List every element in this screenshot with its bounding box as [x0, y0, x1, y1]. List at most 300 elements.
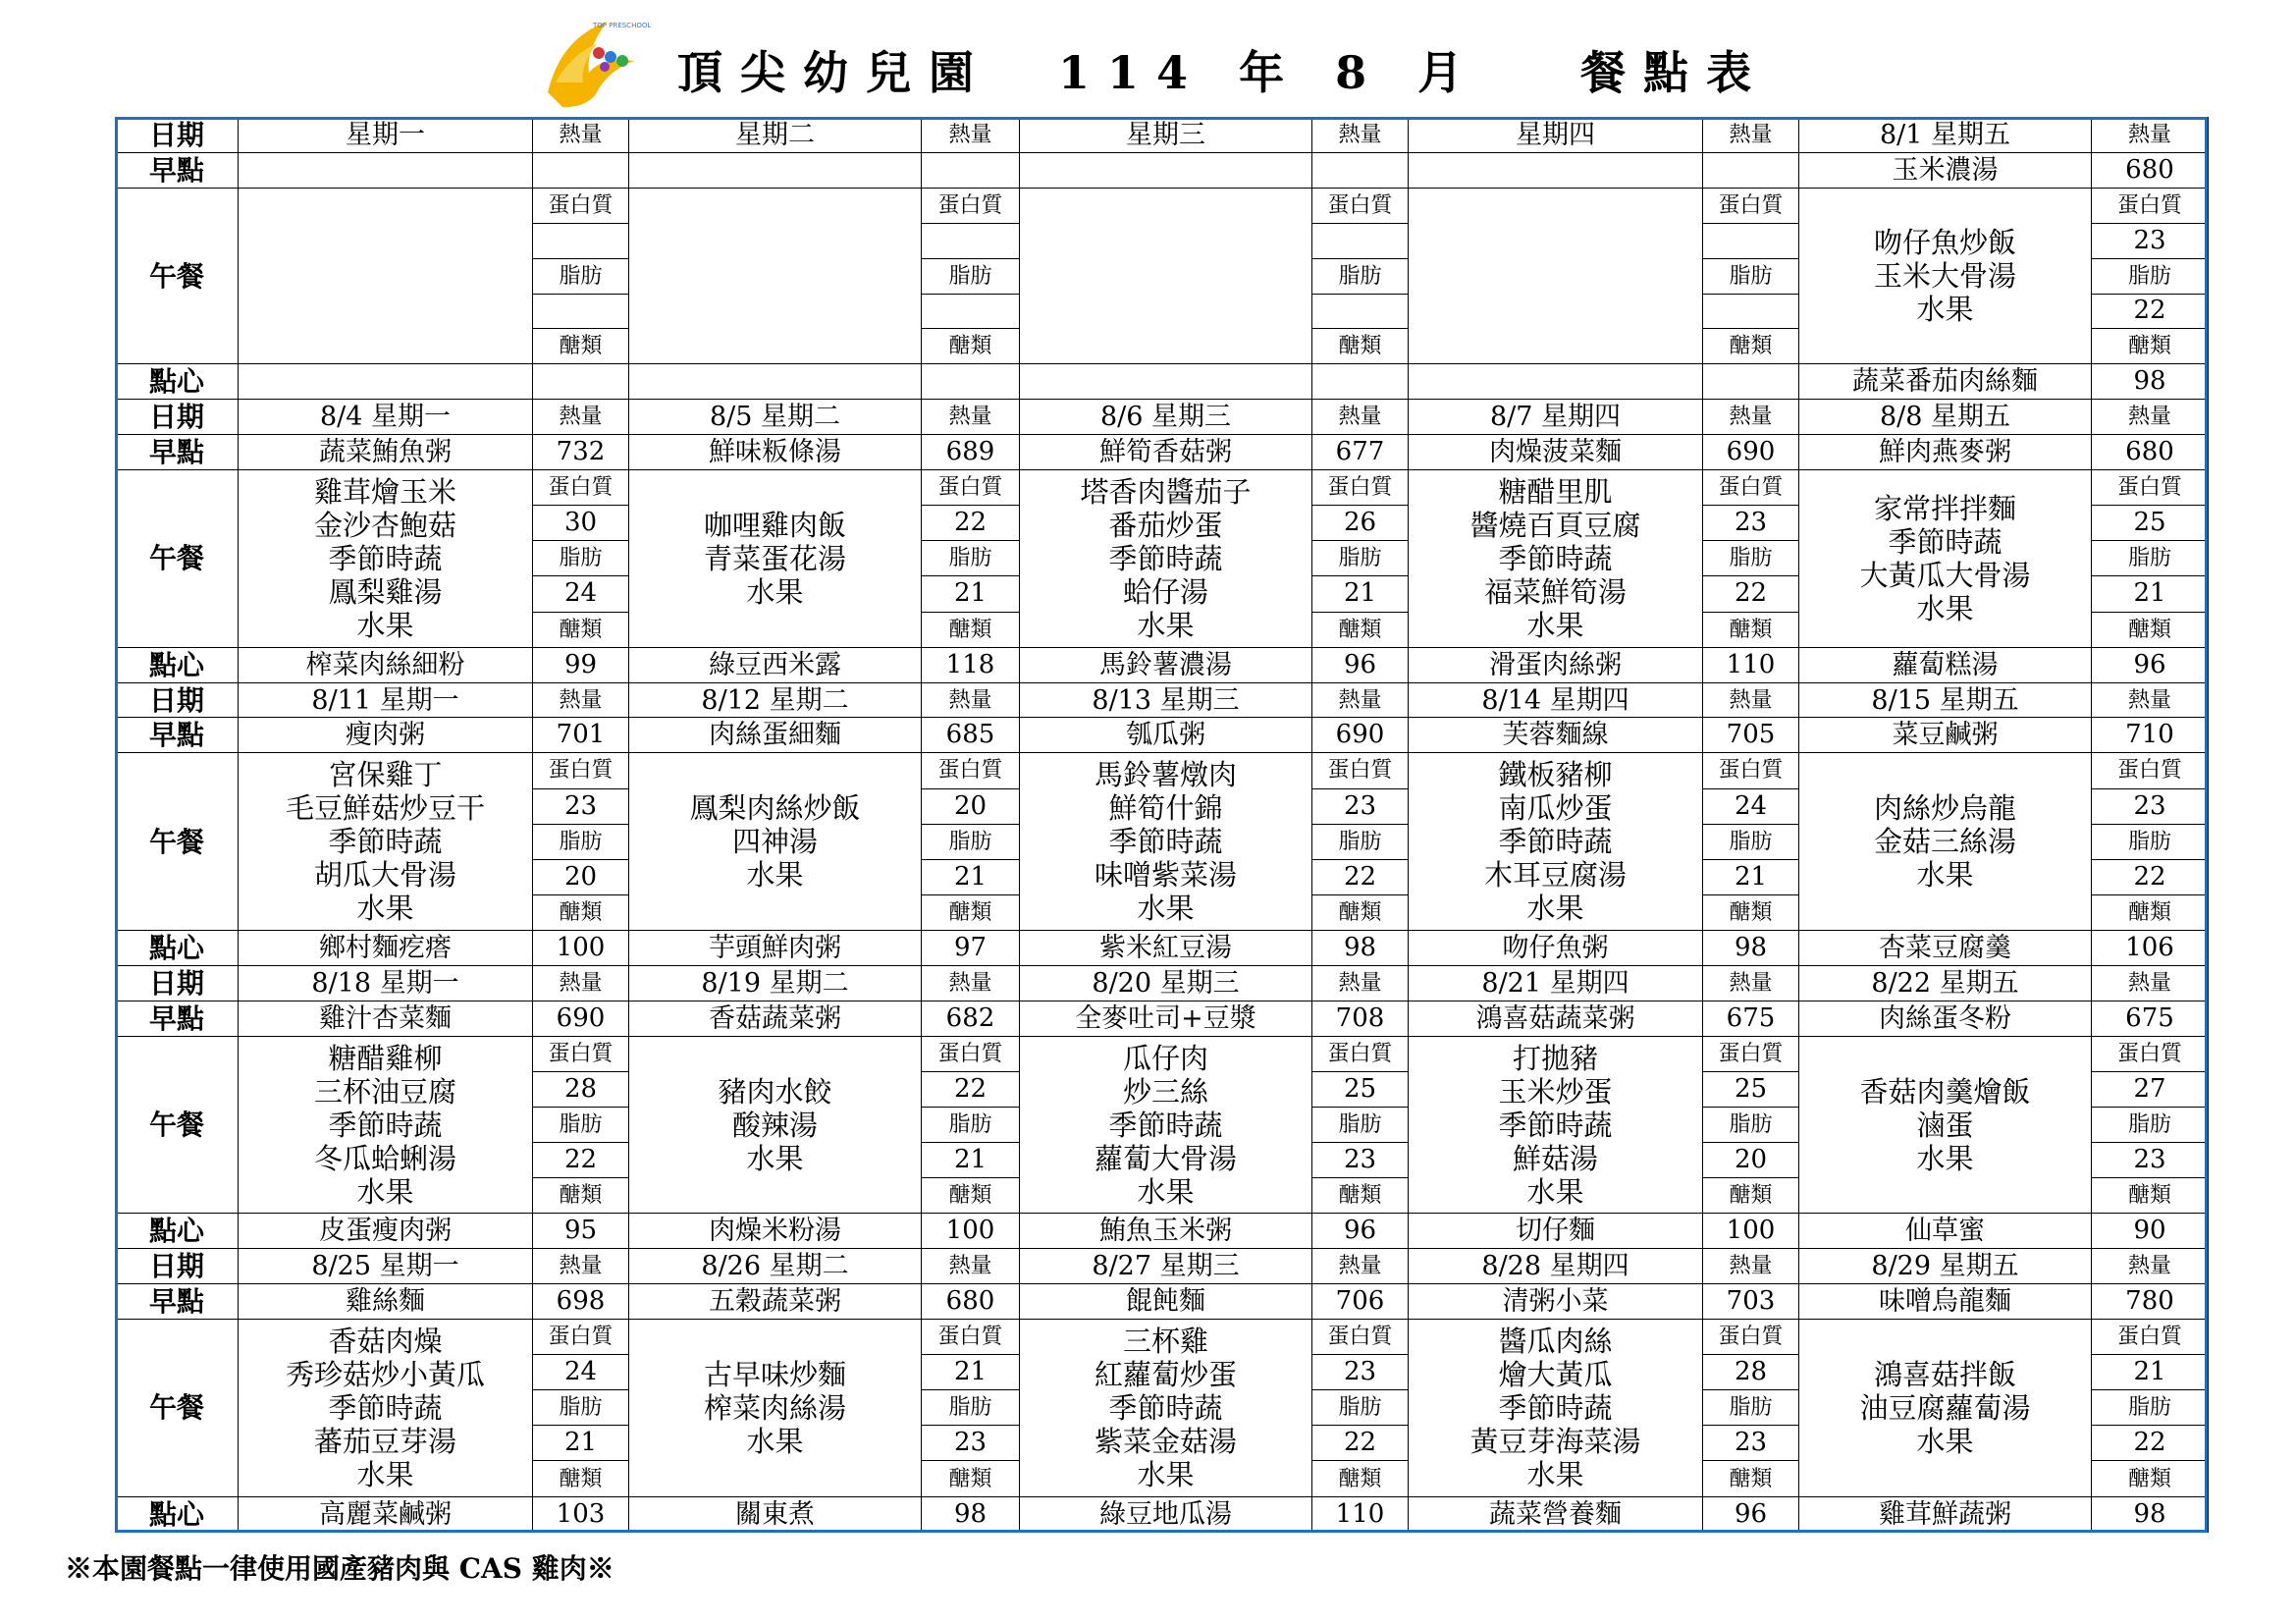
- fat-label: 脂肪: [1312, 258, 1409, 294]
- fat-label: 脂肪: [922, 1107, 1020, 1142]
- breakfast-kcal: 703: [1703, 1284, 1799, 1320]
- phoenix-logo-icon: [538, 14, 652, 114]
- carbs-label: 醣類: [533, 1178, 629, 1214]
- breakfast-item: [239, 152, 533, 188]
- lunch-dish: 醬燒百頁豆腐: [1469, 508, 1641, 542]
- kcal-label: 熱量: [533, 400, 629, 435]
- breakfast-kcal: 732: [533, 435, 629, 470]
- footer-note: ※本園餐點一律使用國產豬肉與 CAS 雞肉※: [65, 1552, 614, 1585]
- snack-kcal: 98: [922, 1496, 1020, 1532]
- snack-kcal: 99: [533, 647, 629, 682]
- date-row: [116, 400, 2209, 435]
- lunch-dish: 季節時蔬: [328, 825, 443, 859]
- kcal-label: 熱量: [1703, 1249, 1799, 1284]
- lunch-menu: [239, 1036, 533, 1214]
- lunch-dish: 水果: [1137, 892, 1195, 926]
- protein-value: 30: [533, 506, 629, 541]
- kcal-label: 熱量: [922, 118, 1020, 153]
- breakfast-kcal: 705: [1703, 718, 1799, 753]
- lunch-menu: [629, 1036, 922, 1214]
- lunch-dish: 糖醋里肌: [1498, 474, 1613, 509]
- day-date: 8/6 星期三: [1020, 400, 1312, 435]
- snack-item: 仙草蜜: [1799, 1214, 2092, 1249]
- breakfast-item: 肉燥菠菜麵: [1409, 435, 1703, 470]
- snack-kcal: 96: [2092, 647, 2209, 682]
- protein-label: 蛋白質: [1312, 188, 1409, 223]
- protein-label: 蛋白質: [533, 188, 629, 223]
- breakfast-kcal: 675: [2092, 1001, 2209, 1036]
- lunch-menu: [1409, 753, 1703, 931]
- day-date: 星期二: [629, 118, 922, 153]
- day-date: 8/13 星期三: [1020, 682, 1312, 718]
- protein-label: 蛋白質: [2092, 470, 2209, 506]
- fat-value: 22: [2092, 859, 2209, 894]
- protein-label: 蛋白質: [2092, 188, 2209, 223]
- row-label-date: 日期: [116, 1249, 239, 1284]
- protein-value: 24: [1703, 788, 1799, 824]
- protein-label: 蛋白質: [1703, 1320, 1799, 1355]
- meal-schedule-table: [115, 117, 2209, 1533]
- fat-label: 脂肪: [533, 1107, 629, 1142]
- snack-item: 吻仔魚粥: [1409, 931, 1703, 966]
- carbs-label: 醣類: [2092, 1178, 2209, 1214]
- lunch-dish: 鳳梨肉絲炒飯: [689, 791, 861, 826]
- row-label-snack: 點心: [116, 1214, 239, 1249]
- row-label-snack: 點心: [116, 1496, 239, 1532]
- row-label-lunch: 午餐: [116, 1036, 239, 1214]
- row-label-snack: 點心: [116, 931, 239, 966]
- lunch-dish: 吻仔魚炒飯: [1873, 226, 2016, 260]
- fat-label: 脂肪: [2092, 1390, 2209, 1426]
- snack-item: 肉燥米粉湯: [629, 1214, 922, 1249]
- lunch-dish: 四神湯: [731, 825, 818, 859]
- fat-label: 脂肪: [1312, 824, 1409, 859]
- lunch-dish: 水果: [1916, 1424, 1974, 1458]
- protein-value: 21: [2092, 1355, 2209, 1390]
- day-date: 星期一: [239, 118, 533, 153]
- day-date: 8/27 星期三: [1020, 1249, 1312, 1284]
- row-label-breakfast: 早點: [116, 1284, 239, 1320]
- snack-kcal: 98: [2092, 364, 2209, 400]
- breakfast-item: 菜豆鹹粥: [1799, 718, 2092, 753]
- protein-value: 26: [1312, 506, 1409, 541]
- protein-value: 25: [1312, 1071, 1409, 1107]
- lunch-dish: 季節時蔬: [1108, 1390, 1223, 1425]
- lunch-menu: [1409, 1320, 1703, 1497]
- snack-kcal: [922, 364, 1020, 400]
- snack-kcal: 110: [1312, 1496, 1409, 1532]
- carbs-label: 醣類: [2092, 612, 2209, 647]
- breakfast-kcal: 690: [533, 1001, 629, 1036]
- protein-value: 23: [1312, 1355, 1409, 1390]
- lunch-dish: 毛豆鮮菇炒豆干: [285, 791, 485, 826]
- lunch-dish: 油豆腐蘿蔔湯: [1859, 1390, 2031, 1425]
- snack-kcal: 98: [1312, 931, 1409, 966]
- breakfast-row: [116, 1001, 2209, 1036]
- snack-item: [1409, 364, 1703, 400]
- lunch-dish: 紅蘿蔔炒蛋: [1094, 1357, 1237, 1391]
- carbs-label: 醣類: [533, 1461, 629, 1496]
- snack-item: 紫米紅豆湯: [1020, 931, 1312, 966]
- protein-value: 21: [922, 1355, 1020, 1390]
- breakfast-item: 五穀蔬菜粥: [629, 1284, 922, 1320]
- protein-value: 28: [533, 1071, 629, 1107]
- snack-kcal: 118: [922, 647, 1020, 682]
- lunch-menu: [1799, 1036, 2092, 1214]
- breakfast-kcal: 682: [922, 1001, 1020, 1036]
- protein-label: 蛋白質: [1703, 470, 1799, 506]
- lunch-menu: [1799, 753, 2092, 931]
- lunch-dish: 水果: [356, 892, 414, 926]
- lunch-dish: 番茄炒蛋: [1108, 508, 1223, 542]
- fat-value: 21: [922, 576, 1020, 612]
- kcal-label: 熱量: [922, 1249, 1020, 1284]
- row-label-breakfast: 早點: [116, 435, 239, 470]
- lunch-menu: [1799, 1320, 2092, 1497]
- carbs-label: 醣類: [1703, 1178, 1799, 1214]
- lunch-dish: 水果: [1137, 1174, 1195, 1209]
- carbs-label: 醣類: [922, 329, 1020, 364]
- lunch-dish: 蘿蔔大骨湯: [1094, 1141, 1237, 1175]
- lunch-menu: [1799, 470, 2092, 648]
- lunch-dish: 鮮筍什錦: [1108, 791, 1223, 826]
- breakfast-item: 餛飩麵: [1020, 1284, 1312, 1320]
- carbs-label: 醣類: [1703, 1461, 1799, 1496]
- kcal-label: 熱量: [1312, 682, 1409, 718]
- lunch-dish: 水果: [1526, 892, 1584, 926]
- lunch-row: [116, 1036, 2209, 1071]
- snack-item: 滑蛋肉絲粥: [1409, 647, 1703, 682]
- fat-value: 23: [2092, 1143, 2209, 1178]
- breakfast-item: 瘦肉粥: [239, 718, 533, 753]
- lunch-dish: 雞茸燴玉米: [313, 474, 456, 509]
- day-date: 8/29 星期五: [1799, 1249, 2092, 1284]
- protein-label: 蛋白質: [533, 1320, 629, 1355]
- snack-item: 芋頭鮮肉粥: [629, 931, 922, 966]
- snack-item: 高麗菜鹹粥: [239, 1496, 533, 1532]
- breakfast-item: 鮮筍香菇粥: [1020, 435, 1312, 470]
- snack-item: 關東煮: [629, 1496, 922, 1532]
- date-row: [116, 118, 2209, 153]
- day-date: 8/28 星期四: [1409, 1249, 1703, 1284]
- fat-label: 脂肪: [922, 258, 1020, 294]
- protein-label: 蛋白質: [533, 1036, 629, 1071]
- lunch-dish: 木耳豆腐湯: [1483, 858, 1627, 893]
- snack-item: 雞茸鮮蔬粥: [1799, 1496, 2092, 1532]
- snack-item: 鄉村麵疙瘩: [239, 931, 533, 966]
- lunch-dish: 季節時蔬: [1498, 541, 1613, 575]
- protein-value: 25: [1703, 1071, 1799, 1107]
- fat-label: 脂肪: [1703, 1390, 1799, 1426]
- carbs-label: 醣類: [922, 1178, 1020, 1214]
- protein-value: 25: [2092, 506, 2209, 541]
- snack-row: [116, 931, 2209, 966]
- fat-value: 20: [533, 859, 629, 894]
- breakfast-kcal: 675: [1703, 1001, 1799, 1036]
- lunch-dish: 水果: [746, 1424, 804, 1458]
- carbs-label: 醣類: [1703, 612, 1799, 647]
- lunch-menu: [1409, 188, 1703, 364]
- day-date: 8/8 星期五: [1799, 400, 2092, 435]
- carbs-label: 醣類: [1703, 894, 1799, 930]
- svg-text:TOP PRESCHOOL: TOP PRESCHOOL: [593, 22, 652, 29]
- fat-label: 脂肪: [533, 541, 629, 576]
- lunch-dish: 水果: [746, 1141, 804, 1175]
- snack-item: 馬鈴薯濃湯: [1020, 647, 1312, 682]
- date-row: [116, 965, 2209, 1001]
- lunch-dish: 金沙杏鮑菇: [313, 508, 456, 542]
- lunch-dish: 青菜蛋花湯: [703, 541, 846, 575]
- carbs-label: 醣類: [1312, 1461, 1409, 1496]
- fat-label: 脂肪: [922, 541, 1020, 576]
- carbs-label: 醣類: [1312, 894, 1409, 930]
- fat-label: 脂肪: [533, 258, 629, 294]
- fat-value: 23: [1312, 1143, 1409, 1178]
- lunch-dish: 水果: [356, 1174, 414, 1209]
- fat-value: 20: [1703, 1143, 1799, 1178]
- carbs-label: 醣類: [1703, 329, 1799, 364]
- lunch-dish: 福菜鮮筍湯: [1483, 574, 1627, 609]
- breakfast-kcal: [1312, 152, 1409, 188]
- breakfast-kcal: [922, 152, 1020, 188]
- breakfast-row: [116, 718, 2209, 753]
- snack-kcal: [533, 364, 629, 400]
- breakfast-kcal: 677: [1312, 435, 1409, 470]
- lunch-dish: 鮮菇湯: [1512, 1141, 1598, 1175]
- day-date: 8/14 星期四: [1409, 682, 1703, 718]
- fat-value: 24: [533, 576, 629, 612]
- fat-label: 脂肪: [2092, 1107, 2209, 1142]
- carbs-label: 醣類: [2092, 894, 2209, 930]
- lunch-dish: 古早味炒麵: [703, 1357, 846, 1391]
- carbs-label: 醣類: [922, 1461, 1020, 1496]
- day-date: 8/26 星期二: [629, 1249, 922, 1284]
- lunch-dish: 季節時蔬: [1108, 541, 1223, 575]
- lunch-dish: 水果: [1137, 1457, 1195, 1491]
- snack-kcal: 106: [2092, 931, 2209, 966]
- snack-item: 杏菜豆腐羹: [1799, 931, 2092, 966]
- protein-label: 蛋白質: [533, 470, 629, 506]
- lunch-dish: 玉米炒蛋: [1498, 1074, 1613, 1109]
- row-label-breakfast: 早點: [116, 152, 239, 188]
- lunch-dish: 滷蛋: [1916, 1108, 1974, 1142]
- day-date: 8/25 星期一: [239, 1249, 533, 1284]
- breakfast-item: 清粥小菜: [1409, 1284, 1703, 1320]
- breakfast-kcal: 706: [1312, 1284, 1409, 1320]
- breakfast-item: [1409, 152, 1703, 188]
- fat-label: 脂肪: [1312, 1390, 1409, 1426]
- lunch-dish: 水果: [1916, 293, 1974, 327]
- fat-value: 22: [1312, 859, 1409, 894]
- fat-label: 脂肪: [922, 1390, 1020, 1426]
- row-label-date: 日期: [116, 118, 239, 153]
- kcal-label: 熱量: [1312, 965, 1409, 1001]
- lunch-dish: 打拋豬: [1512, 1041, 1598, 1075]
- lunch-menu: [1799, 188, 2092, 364]
- lunch-dish: 水果: [746, 574, 804, 609]
- breakfast-item: 鴻喜菇蔬菜粥: [1409, 1001, 1703, 1036]
- protein-label: 蛋白質: [922, 188, 1020, 223]
- fat-value: 22: [533, 1143, 629, 1178]
- protein-label: 蛋白質: [1312, 1036, 1409, 1071]
- snack-row: [116, 364, 2209, 400]
- lunch-menu: [1020, 753, 1312, 931]
- lunch-menu: [629, 1320, 922, 1497]
- fat-label: 脂肪: [1703, 541, 1799, 576]
- day-date: 8/15 星期五: [1799, 682, 2092, 718]
- protein-value: [922, 223, 1020, 258]
- lunch-dish: 三杯油豆腐: [313, 1074, 456, 1109]
- lunch-menu: [1409, 470, 1703, 648]
- breakfast-kcal: 680: [2092, 152, 2209, 188]
- protein-label: 蛋白質: [922, 1320, 1020, 1355]
- carbs-label: 醣類: [533, 612, 629, 647]
- kcal-label: 熱量: [1703, 118, 1799, 153]
- row-label-breakfast: 早點: [116, 1001, 239, 1036]
- date-row: [116, 682, 2209, 718]
- breakfast-kcal: 698: [533, 1284, 629, 1320]
- lunch-dish: 酸辣湯: [731, 1108, 818, 1142]
- protein-value: 23: [533, 788, 629, 824]
- breakfast-kcal: 690: [1703, 435, 1799, 470]
- breakfast-item: 鮮味粄條湯: [629, 435, 922, 470]
- snack-row: [116, 1496, 2209, 1532]
- fat-value: [1312, 294, 1409, 329]
- breakfast-kcal: 710: [2092, 718, 2209, 753]
- lunch-row: [116, 188, 2209, 223]
- lunch-dish: 水果: [356, 1457, 414, 1491]
- snack-item: 綠豆地瓜湯: [1020, 1496, 1312, 1532]
- fat-label: 脂肪: [2092, 258, 2209, 294]
- fat-value: 23: [1703, 1426, 1799, 1461]
- protein-label: 蛋白質: [1312, 753, 1409, 788]
- row-label-date: 日期: [116, 400, 239, 435]
- lunch-menu: [1409, 1036, 1703, 1214]
- snack-item: 切仔麵: [1409, 1214, 1703, 1249]
- kcal-label: 熱量: [1312, 118, 1409, 153]
- protein-value: [533, 223, 629, 258]
- snack-kcal: 95: [533, 1214, 629, 1249]
- lunch-menu: [239, 1320, 533, 1497]
- lunch-dish: 蛤仔湯: [1122, 574, 1208, 609]
- day-date: 8/18 星期一: [239, 965, 533, 1001]
- day-date: 8/22 星期五: [1799, 965, 2092, 1001]
- lunch-dish: 季節時蔬: [1498, 1390, 1613, 1425]
- breakfast-kcal: 680: [2092, 435, 2209, 470]
- lunch-dish: 水果: [746, 858, 804, 893]
- kcal-label: 熱量: [533, 965, 629, 1001]
- lunch-dish: 水果: [1526, 608, 1584, 642]
- fat-label: 脂肪: [1312, 541, 1409, 576]
- carbs-label: 醣類: [2092, 329, 2209, 364]
- snack-item: 綠豆西米露: [629, 647, 922, 682]
- breakfast-item: 玉米濃湯: [1799, 152, 2092, 188]
- breakfast-item: 肉絲蛋冬粉: [1799, 1001, 2092, 1036]
- day-date: 8/11 星期一: [239, 682, 533, 718]
- lunch-dish: 家常拌拌麵: [1873, 491, 2016, 525]
- fat-label: 脂肪: [2092, 824, 2209, 859]
- snack-row: [116, 1214, 2209, 1249]
- protein-value: 23: [2092, 788, 2209, 824]
- breakfast-item: 瓠瓜粥: [1020, 718, 1312, 753]
- school-logo: [538, 14, 652, 114]
- date-row: [116, 1249, 2209, 1284]
- lunch-dish: 榨菜肉絲湯: [703, 1390, 846, 1425]
- protein-value: 20: [922, 788, 1020, 824]
- lunch-row: [116, 753, 2209, 788]
- lunch-dish: 醬瓜肉絲: [1498, 1324, 1613, 1358]
- kcal-label: 熱量: [2092, 1249, 2209, 1284]
- snack-kcal: [1703, 364, 1799, 400]
- fat-label: 脂肪: [533, 824, 629, 859]
- lunch-dish: 季節時蔬: [1498, 825, 1613, 859]
- lunch-dish: 香菇肉燥: [328, 1324, 443, 1358]
- breakfast-item: [629, 152, 922, 188]
- kcal-label: 熱量: [2092, 400, 2209, 435]
- day-date: 8/21 星期四: [1409, 965, 1703, 1001]
- row-label-breakfast: 早點: [116, 718, 239, 753]
- snack-item: 榨菜肉絲細粉: [239, 647, 533, 682]
- breakfast-item: 味噌烏龍麵: [1799, 1284, 2092, 1320]
- lunch-menu: [629, 753, 922, 931]
- fat-label: 脂肪: [2092, 541, 2209, 576]
- fat-value: 21: [2092, 576, 2209, 612]
- lunch-dish: 季節時蔬: [1888, 524, 2002, 559]
- lunch-menu: [1020, 470, 1312, 648]
- snack-kcal: 100: [533, 931, 629, 966]
- snack-item: 皮蛋瘦肉粥: [239, 1214, 533, 1249]
- lunch-dish: 糖醋雞柳: [328, 1041, 443, 1075]
- kcal-label: 熱量: [922, 400, 1020, 435]
- lunch-dish: 鐵板豬柳: [1498, 758, 1613, 792]
- kcal-label: 熱量: [533, 118, 629, 153]
- lunch-dish: 水果: [1526, 1174, 1584, 1209]
- protein-value: 28: [1703, 1355, 1799, 1390]
- snack-item: 蔬菜番茄肉絲麵: [1799, 364, 2092, 400]
- snack-kcal: 110: [1703, 647, 1799, 682]
- snack-kcal: 103: [533, 1496, 629, 1532]
- protein-value: 23: [2092, 223, 2209, 258]
- snack-kcal: 96: [1312, 647, 1409, 682]
- lunch-dish: 水果: [356, 608, 414, 642]
- row-label-lunch: 午餐: [116, 753, 239, 931]
- lunch-dish: 鳳梨雞湯: [328, 574, 443, 609]
- lunch-dish: 胡瓜大骨湯: [313, 858, 456, 893]
- lunch-dish: 金菇三絲湯: [1873, 825, 2016, 859]
- fat-value: 21: [1703, 859, 1799, 894]
- protein-value: 23: [1312, 788, 1409, 824]
- day-date: 星期三: [1020, 118, 1312, 153]
- snack-kcal: [1312, 364, 1409, 400]
- lunch-menu: [629, 470, 922, 648]
- snack-kcal: 98: [1703, 931, 1799, 966]
- row-label-lunch: 午餐: [116, 188, 239, 364]
- protein-value: [1703, 223, 1799, 258]
- page-header: [0, 0, 2296, 116]
- breakfast-row: [116, 435, 2209, 470]
- breakfast-item: 肉絲蛋細麵: [629, 718, 922, 753]
- lunch-dish: 水果: [1916, 1141, 1974, 1175]
- lunch-dish: 豬肉水餃: [718, 1074, 832, 1109]
- fat-value: 23: [922, 1426, 1020, 1461]
- kcal-label: 熱量: [1703, 400, 1799, 435]
- breakfast-item: 全麥吐司+豆漿: [1020, 1001, 1312, 1036]
- breakfast-kcal: 708: [1312, 1001, 1409, 1036]
- snack-kcal: 97: [922, 931, 1020, 966]
- protein-label: 蛋白質: [2092, 1320, 2209, 1355]
- lunch-dish: 季節時蔬: [328, 1390, 443, 1425]
- carbs-label: 醣類: [1312, 329, 1409, 364]
